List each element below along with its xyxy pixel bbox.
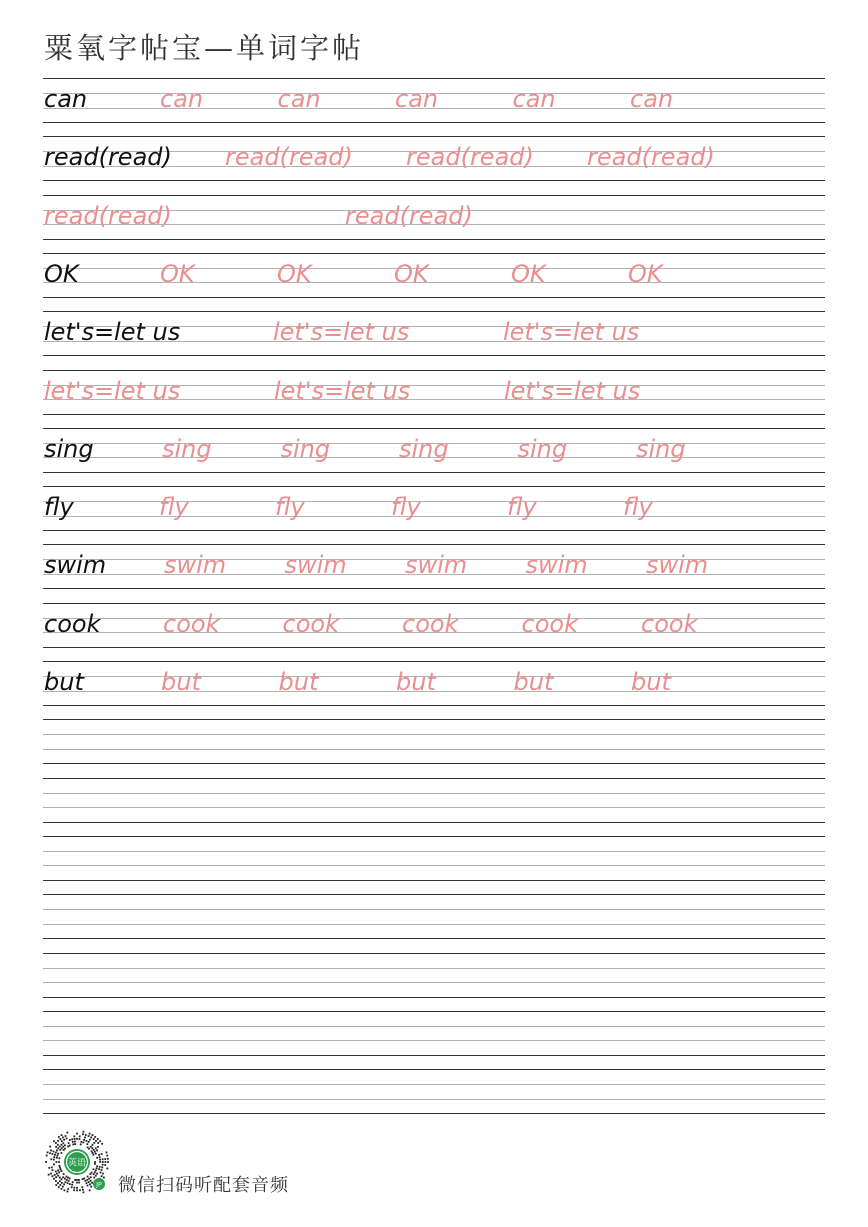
trace-word: OK — [277, 259, 312, 288]
trace-word: sing — [280, 434, 331, 463]
trace-word: fly — [275, 493, 305, 522]
trace-word: can — [277, 85, 321, 113]
trace-word: can — [630, 85, 674, 113]
trace-word: swim — [525, 551, 588, 580]
trace-word: let's=let us — [274, 376, 411, 405]
trace-word: but — [631, 668, 671, 696]
trace-word: but — [396, 668, 436, 696]
model-word: but — [44, 668, 84, 696]
trace-word: but — [513, 668, 554, 696]
trace-word: fly — [391, 493, 421, 522]
qr-code-icon[interactable] — [42, 1127, 112, 1197]
trace-word: swim — [284, 551, 347, 580]
trace-word: cook — [402, 609, 459, 638]
model-word: can — [44, 85, 88, 113]
trace-word: sing — [399, 434, 449, 463]
model-word: read(read) — [44, 143, 172, 172]
trace-word: fly — [507, 493, 537, 522]
trace-word: OK — [394, 259, 429, 288]
trace-word: read(read) — [587, 143, 715, 172]
qr-corner-label: JP — [96, 1181, 102, 1189]
model-word: swim — [44, 551, 107, 580]
trace-word: but — [161, 668, 201, 696]
trace-word: read(read) — [406, 143, 534, 172]
trace-word: sing — [162, 434, 212, 463]
trace-word: read(read) — [44, 201, 172, 230]
trace-word: cook — [163, 609, 220, 638]
model-word: sing — [44, 434, 94, 463]
trace-word: fly — [159, 493, 189, 522]
qr-badge-label: 英语 — [67, 1158, 87, 1169]
model-word: let's=let us — [44, 318, 181, 347]
model-word: cook — [44, 609, 101, 638]
footer-audio-hint: 微信扫码听配套音频 — [118, 1175, 289, 1196]
trace-word: cook — [282, 609, 339, 638]
trace-word: OK — [628, 259, 663, 288]
model-word: OK — [44, 259, 79, 288]
trace-word: sing — [517, 434, 568, 463]
trace-word: read(read) — [225, 143, 353, 172]
trace-word: fly — [623, 493, 653, 522]
model-word: fly — [44, 493, 74, 522]
trace-word: let's=let us — [44, 376, 181, 405]
trace-word: but — [278, 668, 319, 696]
trace-word: read(read) — [345, 201, 473, 230]
trace-word: let's=let us — [504, 376, 641, 405]
trace-word: can — [160, 85, 204, 113]
trace-word: can — [512, 85, 556, 113]
trace-word: let's=let us — [503, 318, 640, 347]
trace-word: can — [395, 85, 439, 113]
trace-word: swim — [405, 551, 468, 580]
trace-word: swim — [164, 551, 227, 580]
page-title: 粟氧字帖宝—单词字帖 — [44, 31, 365, 65]
trace-word: cook — [521, 609, 578, 638]
trace-word: swim — [646, 551, 709, 580]
trace-word: sing — [636, 434, 686, 463]
trace-word: cook — [641, 609, 698, 638]
trace-word: OK — [511, 259, 546, 288]
trace-word: OK — [160, 259, 195, 288]
trace-word: let's=let us — [273, 318, 410, 347]
